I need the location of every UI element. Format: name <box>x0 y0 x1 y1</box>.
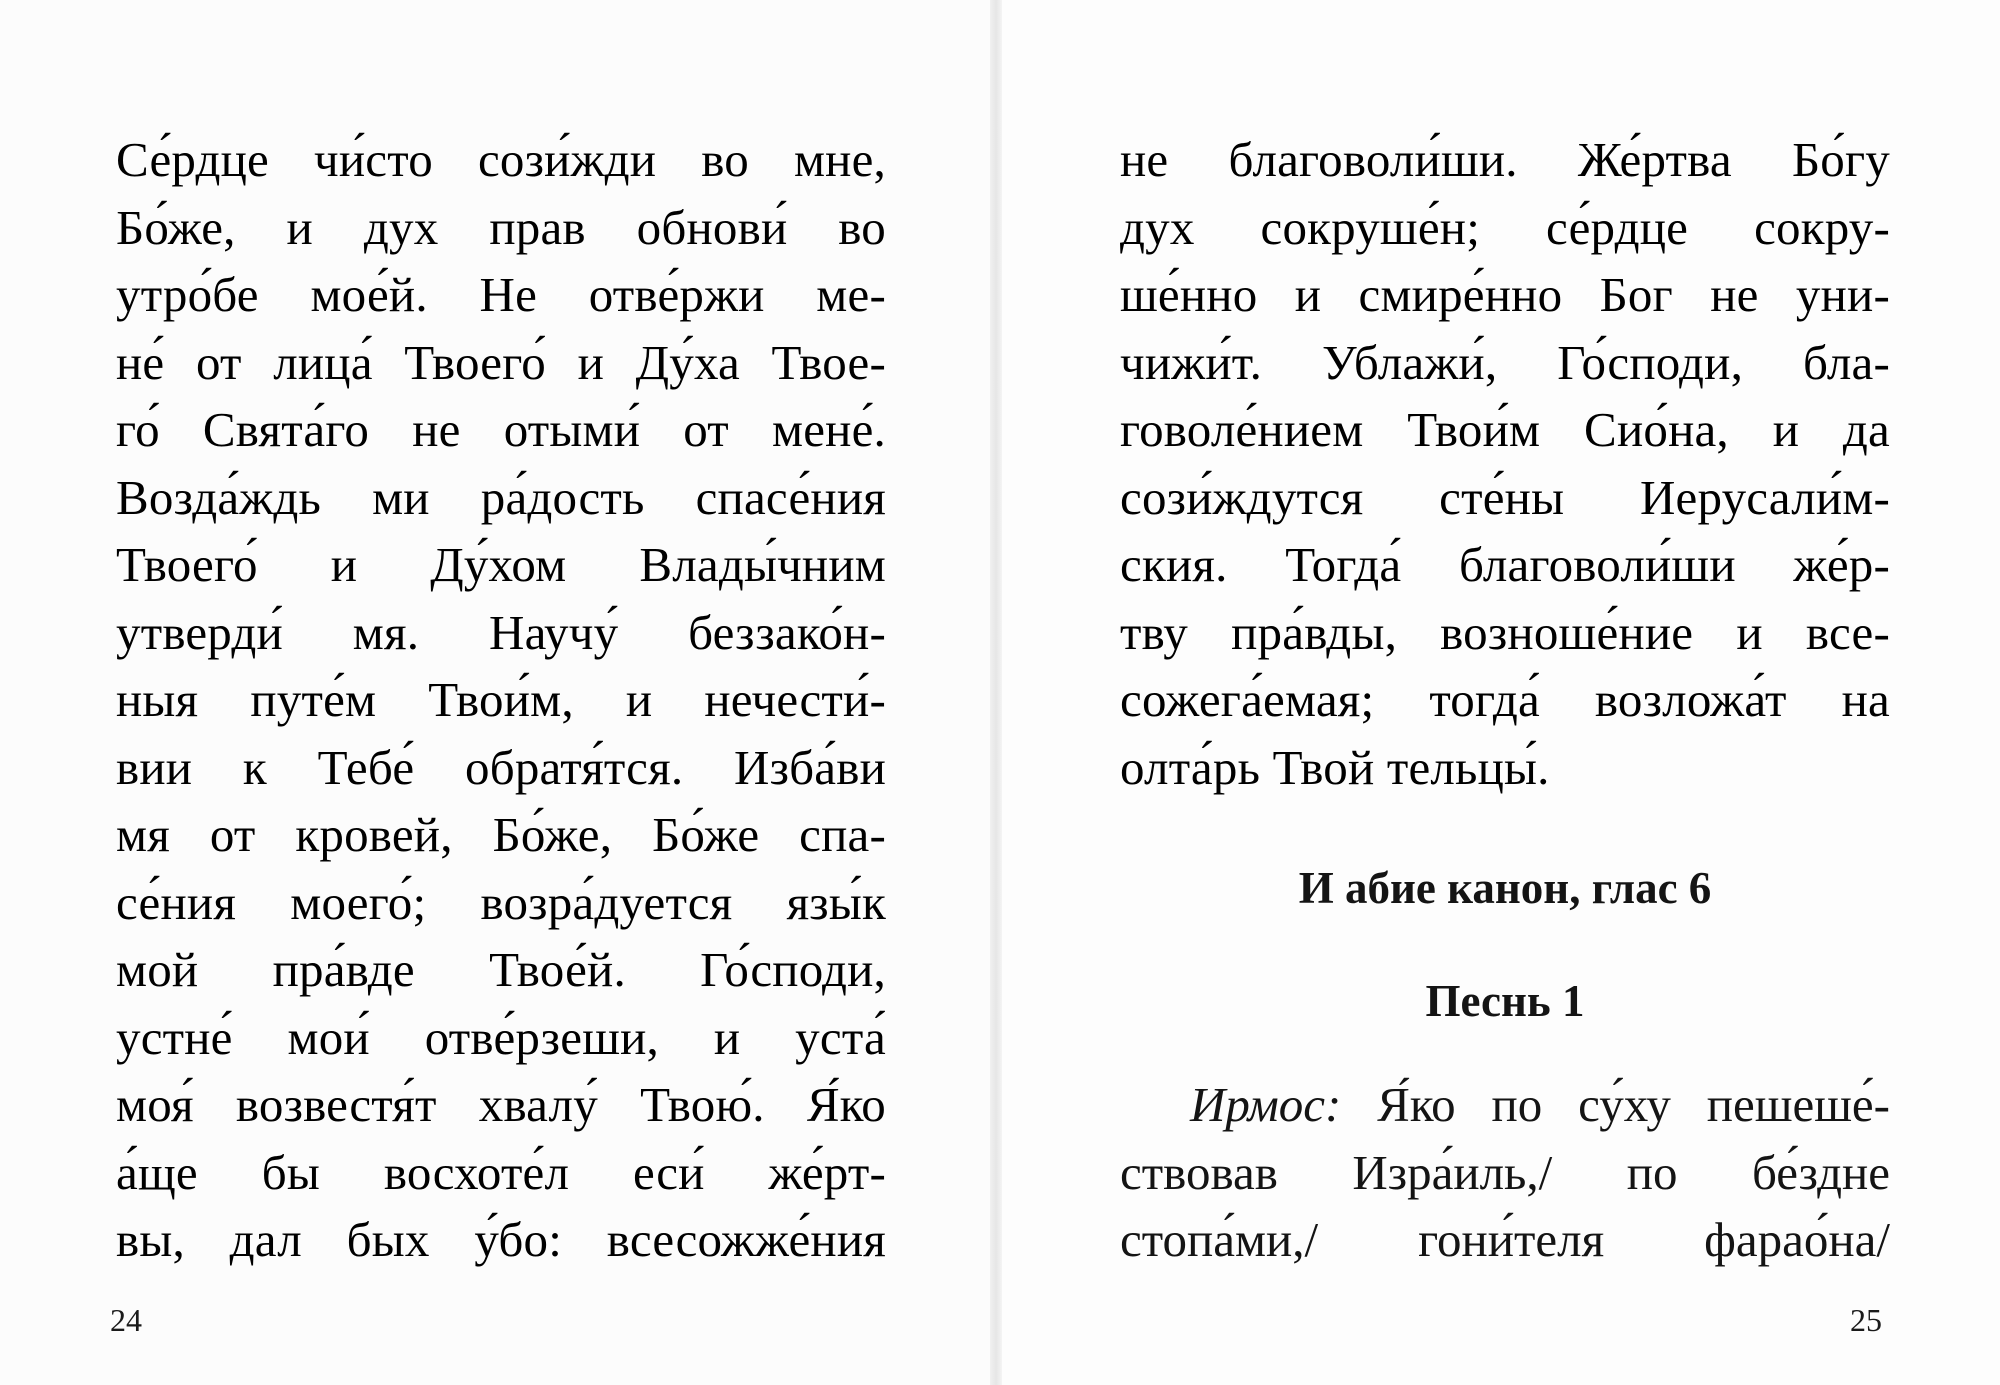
text-line: вии к Тебе́ обратя́тся. Изба́ви <box>116 739 886 795</box>
text-line: се́ния моего́; возра́дуется язы́к <box>116 874 886 930</box>
text-line: сожега́емая; тогда́ возложа́т на <box>1120 672 1890 727</box>
irmos-label: Ирмос: <box>1190 1077 1342 1132</box>
irmos-first-line-text: Я́ко по су́ху пешеше́- <box>1377 1077 1890 1132</box>
text-line: моя́ возвестя́т хвалу́ Твою́. Я́ко <box>116 1077 886 1132</box>
text-line: не благоволи́ши. Же́ртва Бо́гу <box>1120 132 1890 187</box>
text-line: сози́ждутся сте́ны Иерусали́м- <box>1120 469 1890 525</box>
text-line: не́ от лица́ Твоего́ и Ду́ха Твое- <box>116 334 886 390</box>
irmos-first-line <box>1120 1071 1890 1139</box>
text-line: стопа́ми,/ гони́теля фарао́на/ <box>1120 1212 1890 1267</box>
text-line: устне́ мои́ отве́рзеши, и уста́ <box>116 1009 886 1065</box>
irmos-block <box>1120 1071 1890 1274</box>
text-line: Бо́же, и дух прав обнови́ во <box>116 199 886 255</box>
text-line: ския. Тогда́ благоволи́ши же́р- <box>1120 537 1890 592</box>
text-line: ныя путе́м Твои́м, и нечести́- <box>116 672 886 727</box>
text-line: мя от кровей, Бо́же, Бо́же спа- <box>116 807 886 862</box>
text-line: вы, дал бых у́бо: всесожже́ния <box>116 1212 886 1267</box>
canon-heading: И абие канон, глас 6 <box>1298 863 1712 913</box>
text-line: мой пра́вде Твое́й. Го́споди, <box>116 942 886 997</box>
text-line: ствовав Изра́иль,/ по бе́здне <box>1120 1144 1890 1200</box>
text-line: утверди́ мя. Научу́ беззако́н- <box>116 604 886 660</box>
text-line: утро́бе мое́й. Не отве́ржи ме- <box>116 267 886 322</box>
text-line: ше́нно и смире́нно Бог не уни- <box>1120 267 1890 322</box>
book-gutter <box>990 0 1002 1385</box>
text-line: чижи́т. Ублажи́, Го́споди, бла- <box>1120 334 1890 390</box>
text-line: Се́рдце чи́сто сози́жди во мне, <box>116 132 886 187</box>
left-page-body <box>116 126 886 1274</box>
right-page-body <box>1120 126 1890 801</box>
text-line: олта́рь Твой тельцы́. <box>1120 739 1550 795</box>
text-line: дух сокруше́н; се́рдце сокру- <box>1120 199 1890 255</box>
text-line: тву пра́вды, возноше́ние и все- <box>1120 604 1890 660</box>
text-line: а́ще бы восхоте́л еси́ же́рт- <box>116 1144 886 1200</box>
text-line: го́ Свята́го не отыми́ от мене́. <box>116 402 886 457</box>
page-number-left: 24 <box>110 1302 142 1338</box>
text-line: Возда́ждь ми ра́дость спасе́ния <box>116 469 886 525</box>
page-number-right: 25 <box>1850 1302 1882 1338</box>
text-line: Твоего́ и Ду́хом Влады́чним <box>116 537 886 592</box>
song-heading: Песнь 1 <box>1425 976 1585 1026</box>
text-line: говоле́нием Твои́м Сио́на, и да <box>1120 402 1890 457</box>
